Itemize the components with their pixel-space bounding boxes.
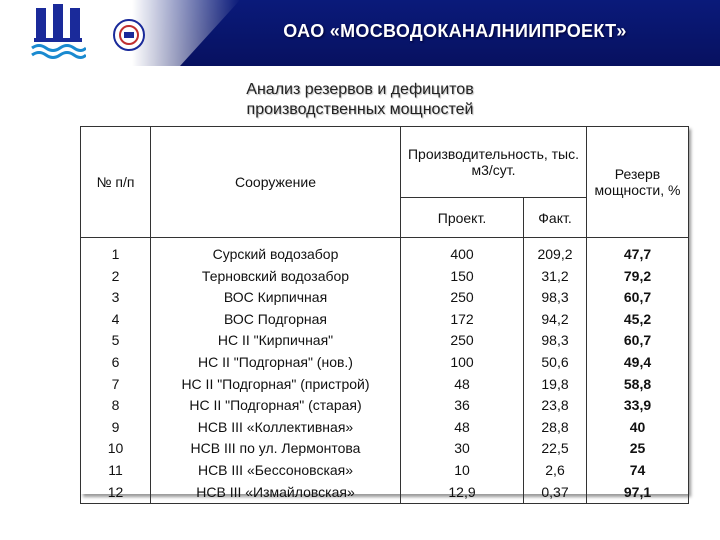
header-capacity: Производительность, тыс. м3/сут. [401, 127, 587, 198]
reserve-cell: 97,1 [623, 483, 652, 500]
subtitle-line-1: Анализ резервов и дефицитов [246, 81, 474, 98]
reserve-cell: 25 [629, 440, 646, 457]
subtitle-line-2: производственных мощностей [246, 101, 474, 118]
reserve-cell: 79,2 [623, 267, 652, 284]
num-cell: 12 [107, 483, 124, 500]
facility-cell: НСВ III «Измайловская» [196, 483, 355, 500]
num-cell: 7 [111, 375, 120, 392]
facility-cell: НС II "Подгорная" (старая) [189, 397, 362, 414]
design-cell: 172 [450, 310, 474, 327]
facility-cell: НС II "Подгорная" (пристрой) [181, 375, 370, 392]
actual-cell: 94,2 [541, 310, 569, 327]
actual-cell: 0,37 [541, 483, 569, 500]
actual-column [524, 238, 587, 504]
actual-cell: 209,2 [537, 246, 573, 262]
num-cell: 6 [111, 353, 120, 370]
reserve-cell: 45,2 [623, 310, 652, 327]
num-cell: 5 [111, 332, 120, 349]
reserve-cell: 58,8 [623, 375, 652, 392]
design-cell: 12,9 [448, 483, 476, 500]
actual-cell: 22,5 [541, 440, 569, 457]
reserve-table-wrapper [80, 126, 688, 500]
facility-cell: ВОС Кирпичная [223, 289, 328, 306]
actual-cell: 23,8 [541, 397, 569, 414]
facility-column [151, 238, 401, 504]
actual-cell: 28,8 [541, 418, 569, 435]
actual-cell: 50,6 [541, 353, 569, 370]
header-reserve: Резерв мощности, % [587, 127, 689, 238]
facility-cell: Терновский водозабор [201, 267, 350, 284]
header-num: № п/п [81, 127, 151, 238]
facility-cell: НСВ III «Коллективная» [197, 418, 354, 435]
reserve-cell: 40 [629, 418, 646, 435]
round-emblem-icon [112, 18, 146, 52]
num-cell: 9 [111, 418, 120, 435]
facility-cell: НС II "Подгорная" (нов.) [198, 353, 353, 370]
design-cell: 10 [454, 461, 470, 478]
actual-cell: 98,3 [541, 332, 569, 349]
facility-cell: ВОС Подгорная [224, 310, 327, 327]
design-cell: 30 [454, 440, 470, 457]
reserve-table [80, 126, 689, 504]
reserve-cell: 60,7 [623, 289, 652, 306]
design-cell: 400 [450, 246, 474, 262]
num-column [81, 238, 151, 504]
facility-cell: НСВ III «Бессоновская» [197, 461, 354, 478]
header-facility: Сооружение [151, 127, 401, 238]
header-design: Проект. [401, 198, 524, 238]
reserve-cell: 74 [629, 461, 646, 478]
reserve-cell: 47,7 [623, 246, 652, 262]
table-body-row [81, 238, 689, 504]
num-cell: 10 [107, 440, 124, 457]
num-cell: 8 [111, 397, 120, 414]
actual-cell: 31,2 [541, 267, 569, 284]
company-title: ОАО «МОСВОДОКАНАЛНИИПРОЕКТ» [283, 21, 627, 41]
reserve-cell: 60,7 [623, 332, 652, 349]
facility-cell: Сурский водозабор [212, 246, 339, 262]
reserve-cell: 33,9 [623, 397, 652, 414]
design-cell: 48 [454, 418, 470, 435]
design-cell: 250 [450, 332, 474, 349]
num-cell: 1 [111, 246, 120, 262]
reserve-cell: 49,4 [623, 353, 652, 370]
actual-cell: 19,8 [541, 375, 569, 392]
design-cell: 100 [450, 353, 474, 370]
header-band [0, 0, 720, 66]
num-cell: 4 [111, 310, 120, 327]
facility-cell: НС II "Кирпичная" [217, 332, 334, 349]
num-cell: 11 [108, 461, 123, 478]
design-cell: 250 [450, 289, 474, 306]
page-subtitle [150, 80, 570, 120]
facility-cell: НСВ III по ул. Лермонтова [190, 440, 361, 457]
actual-cell: 2,6 [545, 461, 565, 478]
design-cell: 48 [454, 375, 470, 392]
design-cell: 150 [450, 267, 474, 284]
reserve-column [587, 238, 689, 504]
design-cell: 36 [454, 397, 470, 414]
num-cell: 2 [111, 267, 120, 284]
company-logo-icon [30, 4, 86, 62]
header-actual: Факт. [524, 198, 587, 238]
design-column [401, 238, 524, 504]
actual-cell: 98,3 [541, 289, 569, 306]
num-cell: 3 [111, 289, 120, 306]
